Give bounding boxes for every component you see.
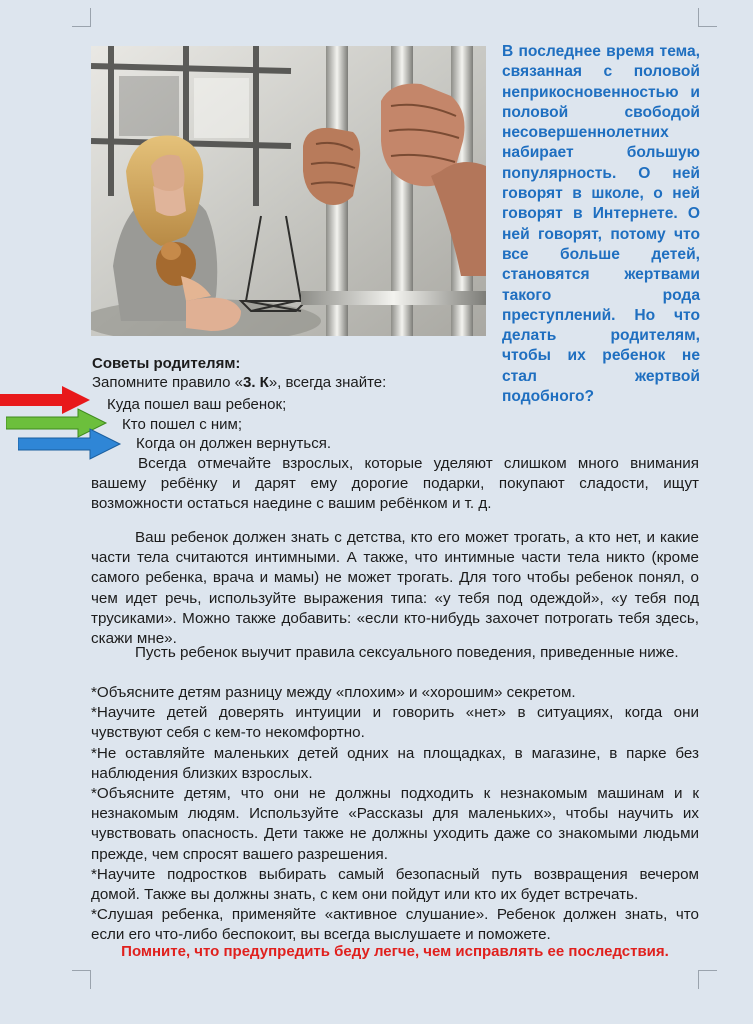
crop-mark-bottom-right	[698, 970, 717, 989]
intro-text: В последнее время тема, связанная с половой неприкосновенностью и половой свободой несовершеннолетних набирает большую популярность. О ней говорят в школе, о ней говорят в Интернете. О ней говорят, потому что все больше детей, становятся жертвами такого рода преступлений. Но что делать родителям, чтобы их ребенок не стал жертвой подобного?	[502, 43, 700, 406]
list-item: *Не оставляйте маленьких детей одних на площадках, в магазине, в парке без наблюдения близких взрослых.	[91, 744, 699, 782]
list-item: *Научите подростков выбирать самый безопасный путь возвращения вечером домой. Также вы должны знать, с кем они пойдут или кто их будет встречать.	[91, 865, 699, 904]
rule-line	[92, 374, 386, 391]
paragraph-adults: Всегда отмечайте взрослых, которые уделяют слишком много внимания вашему ребёнку и дарят ему дорогие подарки, покупают сладости, ищут возможности остаться наедине с вашим ребёнком и т. д.	[91, 455, 699, 513]
list-item: *Научите детей доверять интуиции и говорить «нет» в ситуациях, когда они чувствуют себя с кем-то некомфортно.	[91, 704, 699, 742]
rules-list	[91, 683, 699, 946]
illustration-girl-behind-bars	[91, 46, 486, 336]
paragraph-touch: Ваш ребенок должен знать с детства, кто его может трогать, а кто нет, и какие части тела считаются интимными. А также, что интимные части тела никто (кроме самого ребенка, врача и мамы) не может трогать. Для того чтобы ребенок понял, о чем идет речь, используйте выражения типа: «у тебя под одеждой», «у тебя под трусиками». Можно также добавить: «если кто-нибудь захочет потрогать тебя здесь, скажи мне».	[91, 529, 699, 648]
rule-after: », всегда знайте:	[268, 374, 387, 391]
crop-mark-top-left	[72, 8, 91, 27]
list-item: *Объясните детям, что они не должны подходить к незнакомым машинам и к незнакомым людям. Используйте «Рассказы для маленьких», чтобы научить их чувствовать опасность. Дети также не должны уходить даже со знакомыми людьми прежде, чем спросят вашего разрешения.	[91, 785, 699, 863]
k-item-when: Когда он должен вернуться.	[136, 435, 332, 452]
crop-mark-bottom-left	[72, 970, 91, 989]
k-item-where: Куда пошел ваш ребенок;	[107, 396, 287, 413]
k-item-who: Кто пошел с ним;	[122, 416, 243, 433]
rule-before: Запомните правило «	[92, 374, 243, 391]
advice-title: Советы родителям:	[92, 355, 241, 372]
paragraph-rules: Пусть ребенок выучит правила сексуального поведения, приведенные ниже.	[135, 644, 679, 661]
list-item: *Слушая ребенка, применяйте «активное слушание». Ребенок должен знать, что если его что-либо беспокоит, вы всегда выслушаете и поможете.	[91, 906, 699, 944]
list-item: *Объясните детям разницу между «плохим» и «хорошим» секретом.	[91, 684, 576, 701]
rule-name: 3. К	[242, 374, 269, 391]
crop-mark-top-right	[698, 8, 717, 27]
illustration-drawing	[91, 46, 486, 336]
footer-warning: Помните, что предупредить беду легче, чем исправлять ее последствия.	[121, 943, 669, 960]
